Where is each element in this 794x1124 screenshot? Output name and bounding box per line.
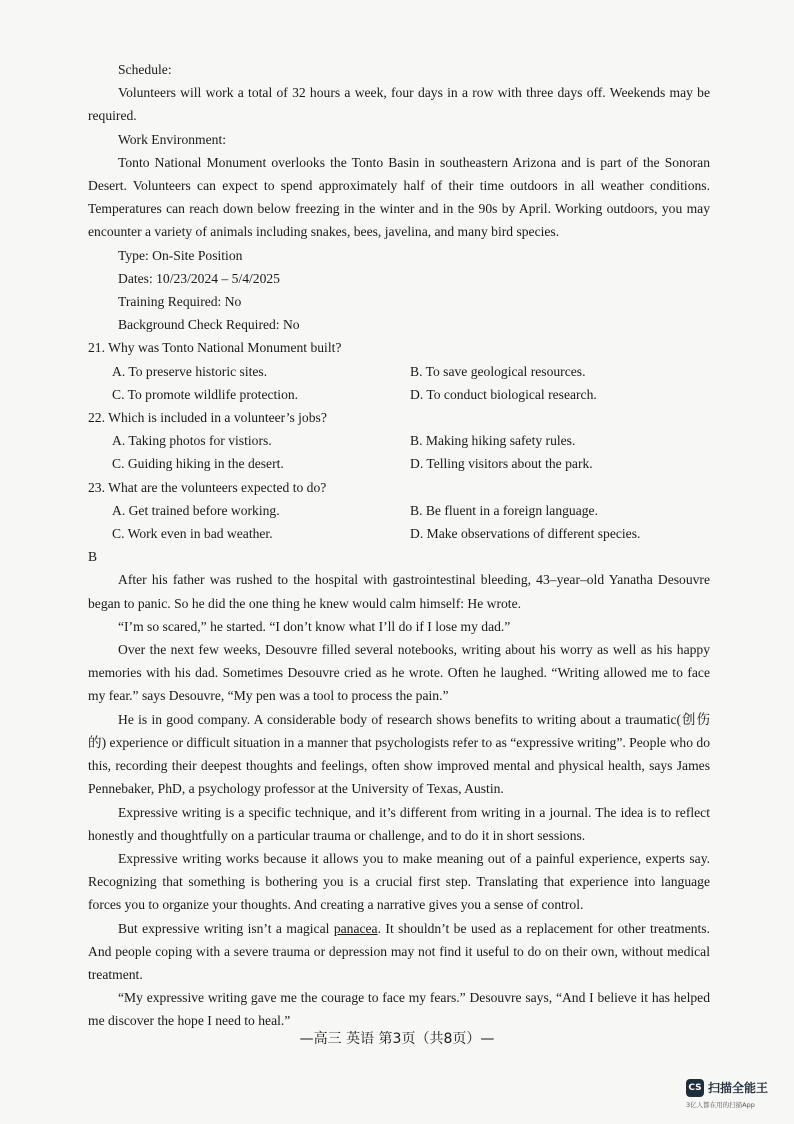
background-check: Background Check Required: No: [118, 317, 300, 333]
q21-option-b: B. To save geological resources.: [410, 363, 586, 379]
position-dates: Dates: 10/23/2024 – 5/4/2025: [118, 270, 280, 286]
scanner-tagline: 3亿人都在用的扫描App: [686, 1101, 755, 1109]
passage-b-paragraph-4: He is in good company. A considerable body of research shows benefits to writing about a traumatic(创伤的) experience or difficult situation in a manner that psychologists refer to as “expressive writing”. People who do this, recording their deepest thoughts and feelings, often show improved mental and physical health, says James Pennebaker, PhD, a psychology professor at the University of Texas, Austin.: [88, 711, 710, 797]
q22-option-c: C. Guiding hiking in the desert.: [112, 456, 284, 472]
q23-option-b: B. Be fluent in a foreign language.: [410, 502, 598, 518]
passage-b-paragraph-5: Expressive writing is a specific technique, and it’s different from writing in a journal. The idea is to reflect honestly and thoughtfully on a particular trauma or challenge, and to do it in short sessions.: [88, 804, 710, 843]
question-23-stem: 23. What are the volunteers expected to do?: [88, 479, 327, 495]
question-21-stem: 21. Why was Tonto National Monument built?: [88, 340, 342, 356]
question-23-options-row2: [88, 522, 710, 545]
passage-b-paragraph-7: [88, 917, 710, 987]
q21-option-c: C. To promote wildlife protection.: [112, 386, 299, 402]
question-22-options-row2: [88, 452, 710, 475]
passage-b-paragraph-6: Expressive writing works because it allows you to make meaning out of a painful experience, experts say. Recognizing that something is bothering you is a crucial first step. Translating that experience into language forces you to organize your thoughts. And creating a narrative gives you a sense of control.: [88, 850, 710, 913]
question-21-options-row1: [88, 360, 710, 383]
q23-option-c: C. Work even in bad weather.: [112, 526, 273, 542]
q21-option-d: D. To conduct biological research.: [410, 386, 597, 402]
p7-text-after: . It shouldn’t be used as a replacement for other treatments. And people coping with a severe trauma or depression may not find it useful to do on their own, without medical treatment.: [88, 920, 710, 982]
q23-option-a: A. Get trained before working.: [112, 502, 280, 518]
environment-heading: Work Environment:: [118, 131, 227, 147]
passage-b-paragraph-2: “I’m so scared,” he started. “I don’t know what I’ll do if I lose my dad.”: [118, 618, 511, 634]
q21-option-a: A. To preserve historic sites.: [112, 363, 268, 379]
position-type: Type: On-Site Position: [118, 247, 243, 263]
training-required: Training Required: No: [118, 294, 242, 310]
underlined-word-panacea: panacea: [333, 920, 378, 936]
question-23-options-row1: [88, 499, 710, 522]
passage-b-paragraph-1: After his father was rushed to the hospital with gastrointestinal bleeding, 43–year–old Yanatha Desouvre began to panic. So he did the one thing he knew would calm himself: He wrote.: [88, 572, 710, 611]
passage-b-paragraph-8: “My expressive writing gave me the courage to face my fears.” Desouvre says, “And I believe it has helped me discover the hope I need to heal.”: [88, 990, 710, 1029]
question-22-options-row1: [88, 429, 710, 452]
p7-text-before: But expressive writing isn’t a magical: [118, 920, 334, 936]
q22-option-b: B. Making hiking safety rules.: [410, 433, 576, 449]
scanner-app-name: 扫描全能王: [708, 1081, 769, 1095]
page-footer: —高三 英语 第3页（共8页）—: [299, 1031, 495, 1047]
scanner-watermark: [686, 1079, 786, 1115]
q22-option-a: A. Taking photos for vistiors.: [112, 433, 272, 449]
passage-b-paragraph-3: Over the next few weeks, Desouvre filled several notebooks, writing about his worry as well as his happy memories with his dad. Sometimes Desouvre cried as he wrote. Often he laughed. “Writing allowed me to face my fear.” says Desouvre, “My pen was a tool to process the pain.”: [88, 642, 710, 704]
camscanner-logo-icon: CS: [686, 1079, 704, 1097]
passage-b-letter: B: [88, 549, 98, 565]
q23-option-d: D. Make observations of different species.: [410, 526, 641, 542]
schedule-heading: Schedule:: [118, 62, 172, 77]
question-21-options-row2: [88, 383, 710, 406]
environment-text: Tonto National Monument overlooks the Tonto Basin in southeastern Arizona and is part of the Sonoran Desert. Volunteers can expect to spend approximately half of their time outdoors in all weather conditions. Temperatures can reach down below freezing in the winter and in the 90s by April. Working outdoors, you may encounter a variety of animals including snakes, bees, javelina, and many bird species.: [88, 154, 710, 240]
q22-option-d: D. Telling visitors about the park.: [410, 456, 593, 472]
page-content: [88, 58, 710, 1033]
schedule-text: Volunteers will work a total of 32 hours a week, four days in a row with three days off. Weekends may be required.: [88, 85, 710, 124]
question-22-stem: 22. Which is included in a volunteer’s jobs?: [88, 410, 327, 426]
